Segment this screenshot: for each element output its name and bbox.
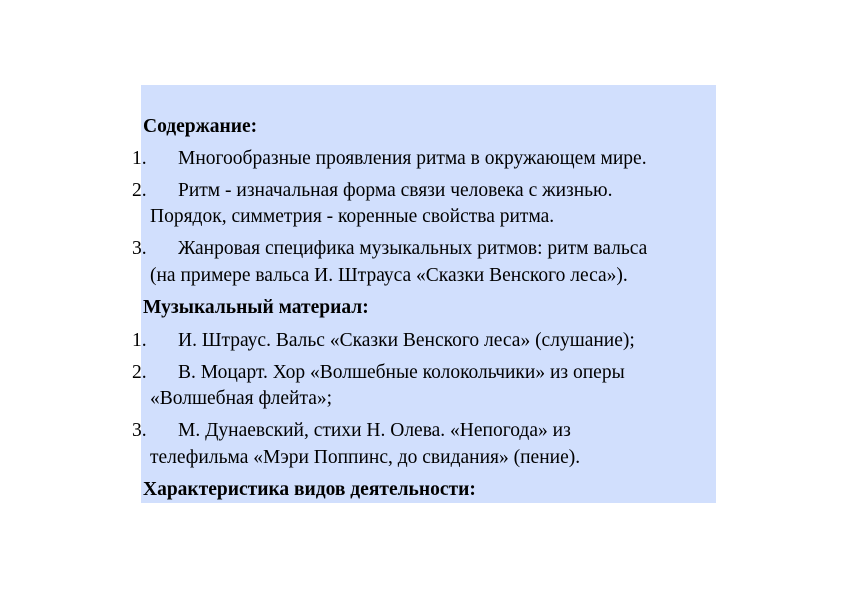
section-heading-content: Содержание: — [143, 116, 258, 137]
section-heading-activities: Характеристика видов деятельности: — [143, 479, 476, 500]
list-item-text-continuation: телефильма «Мэри Поппинс, до свидания» (пение). — [150, 447, 581, 468]
list-item-text: Жанровая специфика музыкальных ритмов: ритм вальса — [178, 238, 648, 259]
list-number: 3. — [132, 420, 147, 441]
list-item-text: Многообразные проявления ритма в окружающем мире. — [178, 148, 647, 169]
section-heading-music: Музыкальный материал: — [143, 297, 369, 318]
list-item-text: М. Дунаевский, стихи Н. Олева. «Непогода» из — [178, 420, 571, 441]
list-number: 3. — [132, 238, 147, 259]
list-item-text-continuation: «Волшебная флейта»; — [150, 388, 333, 409]
list-item-text-continuation: Порядок, симметрия - коренные свойства ритма. — [150, 206, 555, 227]
list-item-text-continuation: (на примере вальса И. Штрауса «Сказки Венского леса»). — [150, 265, 628, 286]
list-number: 1. — [132, 148, 147, 169]
list-number: 1. — [132, 330, 147, 351]
list-item-text: В. Моцарт. Хор «Волшебные колокольчики» из оперы — [178, 362, 625, 383]
list-item-text: Ритм - изначальная форма связи человека с жизнью. — [178, 180, 613, 201]
list-item-text: И. Штраус. Вальс «Сказки Венского леса» (слушание); — [178, 330, 635, 351]
list-number: 2. — [132, 362, 147, 383]
list-number: 2. — [132, 180, 147, 201]
